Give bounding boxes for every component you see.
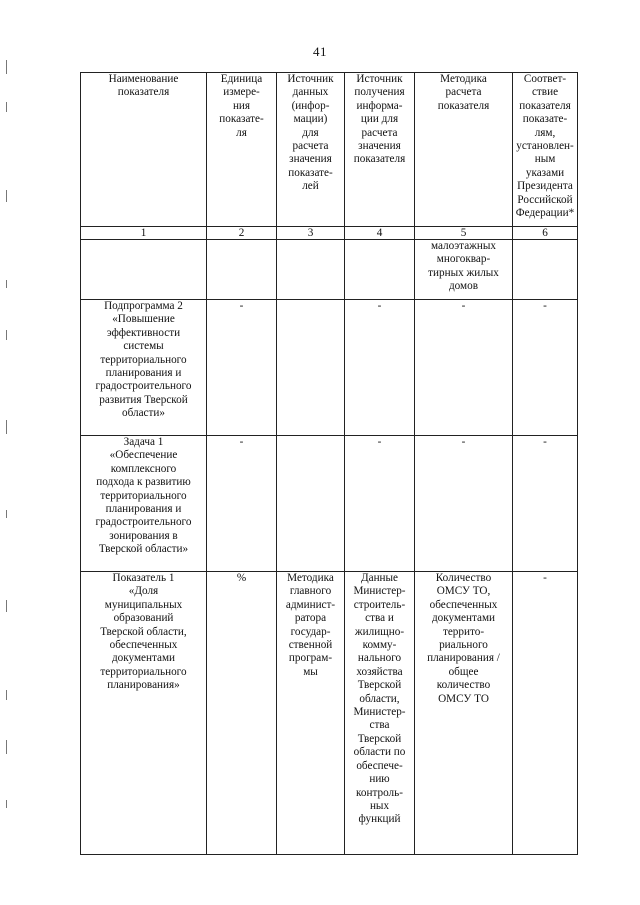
table-cell: Подпрограмма 2 «Повышение эффективности системы территориального планирования и градостроительного развития Тверской области»	[81, 300, 207, 436]
header-presidential-decree: Соответ- ствие показателя показате- лям, установлен- ным указами Президента Российской Федерации*	[513, 73, 578, 227]
table-row-indicator	[81, 572, 578, 855]
table-cell: Данные Министер- строитель- ства и жилищно- комму- нального хозяйства Тверской области, Министер- ства Тверской области по обеспече- нию контроль- ных функций	[345, 572, 415, 855]
header-info-source: Источник получения информа- ции для расчета значения показателя	[345, 73, 415, 227]
table-header-row	[81, 73, 578, 227]
table-cell: -	[207, 436, 277, 572]
header-unit: Единица измере- ния показате- ля	[207, 73, 277, 227]
table-cell: Методика главного админист- ратора государ- ственной програм- мы	[277, 572, 345, 855]
table-cell: -	[513, 572, 578, 855]
table-cell	[513, 240, 578, 300]
table-cell: -	[207, 300, 277, 436]
scan-margin-marks	[6, 40, 10, 840]
table-cell: -	[345, 436, 415, 572]
table-cell: Количество ОМСУ ТО, обеспеченных документами террито- риального планирования / общее количество ОМСУ ТО	[415, 572, 513, 855]
table-cell	[277, 436, 345, 572]
header-method: Методика расчета показателя	[415, 73, 513, 227]
table-cell	[207, 240, 277, 300]
table-cell: -	[513, 300, 578, 436]
table-row-task	[81, 436, 578, 572]
table-cell	[81, 240, 207, 300]
column-number: 4	[345, 227, 415, 240]
indicators-table	[80, 72, 578, 855]
column-number: 5	[415, 227, 513, 240]
table-cell: %	[207, 572, 277, 855]
table-cell: -	[345, 300, 415, 436]
table-cell: -	[415, 436, 513, 572]
header-indicator-name: Наименование показателя	[81, 73, 207, 227]
column-number: 2	[207, 227, 277, 240]
table-row-continuation	[81, 240, 578, 300]
column-numbers-row	[81, 227, 578, 240]
table-cell	[345, 240, 415, 300]
column-number: 1	[81, 227, 207, 240]
table-cell: -	[513, 436, 578, 572]
column-number: 3	[277, 227, 345, 240]
table-cell: -	[415, 300, 513, 436]
table-row-subprogram	[81, 300, 578, 436]
header-data-source: Источник данных (инфор- мации) для расчета значения показате- лей	[277, 73, 345, 227]
table-cell	[277, 240, 345, 300]
table-cell: малоэтажных многоквар- тирных жилых домов	[415, 240, 513, 300]
column-number: 6	[513, 227, 578, 240]
table-cell: Показатель 1 «Доля муниципальных образований Тверской области, обеспеченных документами территориального планирования»	[81, 572, 207, 855]
table-cell	[277, 300, 345, 436]
table-cell: Задача 1 «Обеспечение комплексного подхода к развитию территориального планирования и градостроительного зонирования в Тверской области»	[81, 436, 207, 572]
page-number: 41	[313, 44, 327, 59]
